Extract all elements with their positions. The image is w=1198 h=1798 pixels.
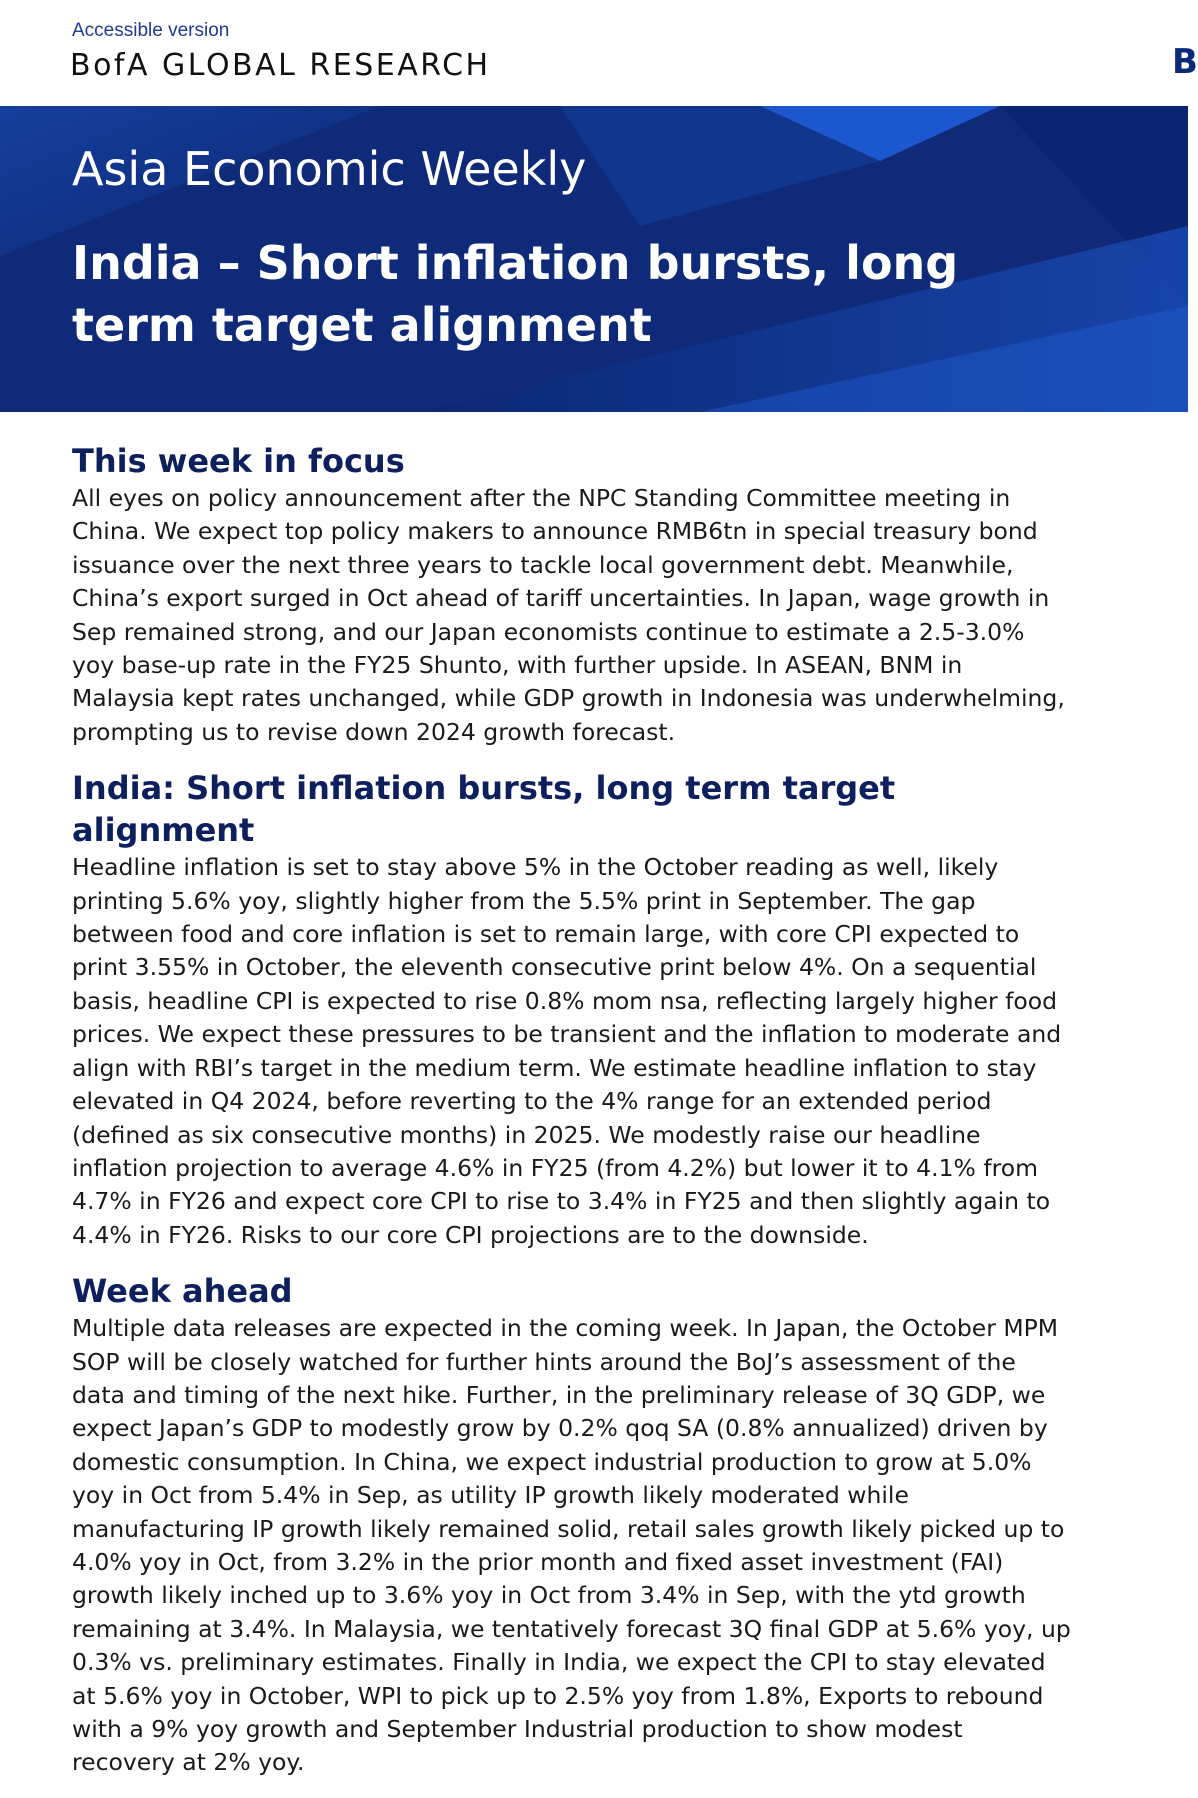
section-this-week-in-focus xyxy=(72,440,1072,749)
section-week-ahead xyxy=(72,1270,1072,1780)
report-title: India – Short inflation bursts, long term target alignment xyxy=(72,236,959,352)
corner-logo-fragment: B xyxy=(1172,42,1198,82)
title-banner xyxy=(0,106,1188,412)
section-heading: This week in focus xyxy=(72,442,405,480)
section-heading: India: Short inflation bursts, long term target alignment xyxy=(72,769,896,850)
section-heading: Week ahead xyxy=(72,1272,293,1311)
section-india-inflation xyxy=(72,767,1072,1252)
brand-logo-text: BofA GLOBAL RESEARCH xyxy=(70,48,491,83)
series-title: Asia Economic Weekly xyxy=(72,142,587,196)
report-body xyxy=(72,440,1072,1798)
section-paragraph: Headline inflation is set to stay above 5% in the October reading as well, likely printing 5.6% yoy, slightly higher from the 5.5% print in September. The gap between food and core inflation is set to remain large, with core CPI expected to print 3.55% in October, the eleventh consecutive print below 4%. On a sequential basis, headline CPI is expected to rise 0.8% mom nsa, reflecting largely higher food prices. We expect these pressures to be transient and the inflation to moderate and align with RBI’s target in the medium term. We estimate headline inflation to stay elevated in Q4 2024, before reverting to the 4% range for an extended period (defined as six consecutive months) in 2025. We modestly raise our headline inflation projection to average 4.6% in FY25 (from 4.2%) but lower it to 4.1% from 4.7% in FY26 and expect core CPI to rise to 3.4% in FY25 and then slightly again to 4.4% in FY26. Risks to our core CPI projections are to the downside. xyxy=(72,853,1062,1249)
section-paragraph: All eyes on policy announcement after the NPC Standing Committee meeting in China. We expect top policy makers to announce RMB6tn in special treasury bond issuance over the next three years to tackle local government debt. Meanwhile, China’s export surged in Oct ahead of tariff uncertainties. In Japan, wage growth in Sep remained strong, and our Japan economists continue to estimate a 2.5-3.0% yoy base-up rate in the FY25 Shunto, with further upside. In ASEAN, BNM in Malaysia kept rates unchanged, while GDP growth in Indonesia was underwhelming, prompting us to revise down 2024 growth forecast. xyxy=(72,484,1065,746)
accessible-version-link[interactable]: Accessible version xyxy=(72,20,230,41)
section-paragraph: Multiple data releases are expected in the coming week. In Japan, the October MPM SOP will be closely watched for further hints around the BoJ’s assessment of the data and timing of the next hike. Further, in the preliminary release of 3Q GDP, we expect Japan’s GDP to modestly grow by 0.2% qoq SA (0.8% annualized) driven by domestic consumption. In China, we expect industrial production to grow at 5.0% yoy in Oct from 5.4% in Sep, as utility IP growth likely moderated while manufacturing IP growth likely remained solid, retail sales growth likely picked up to 4.0% yoy in Oct, from 3.2% in the prior month and fixed asset investment (FAI) growth likely inched up to 3.6% yoy in Oct from 3.4% in Sep, with the ytd growth remaining at 3.4%. In Malaysia, we tentatively forecast 3Q final GDP at 5.6% yoy, up 0.3% vs. preliminary estimates. Finally in India, we expect the CPI to stay elevated at 5.6% yoy in October, WPI to pick up to 2.5% yoy from 1.8%, Exports to rebound with a 9% yoy growth and September Industrial production to show modest recovery at 2% yoy. xyxy=(72,1314,1071,1777)
